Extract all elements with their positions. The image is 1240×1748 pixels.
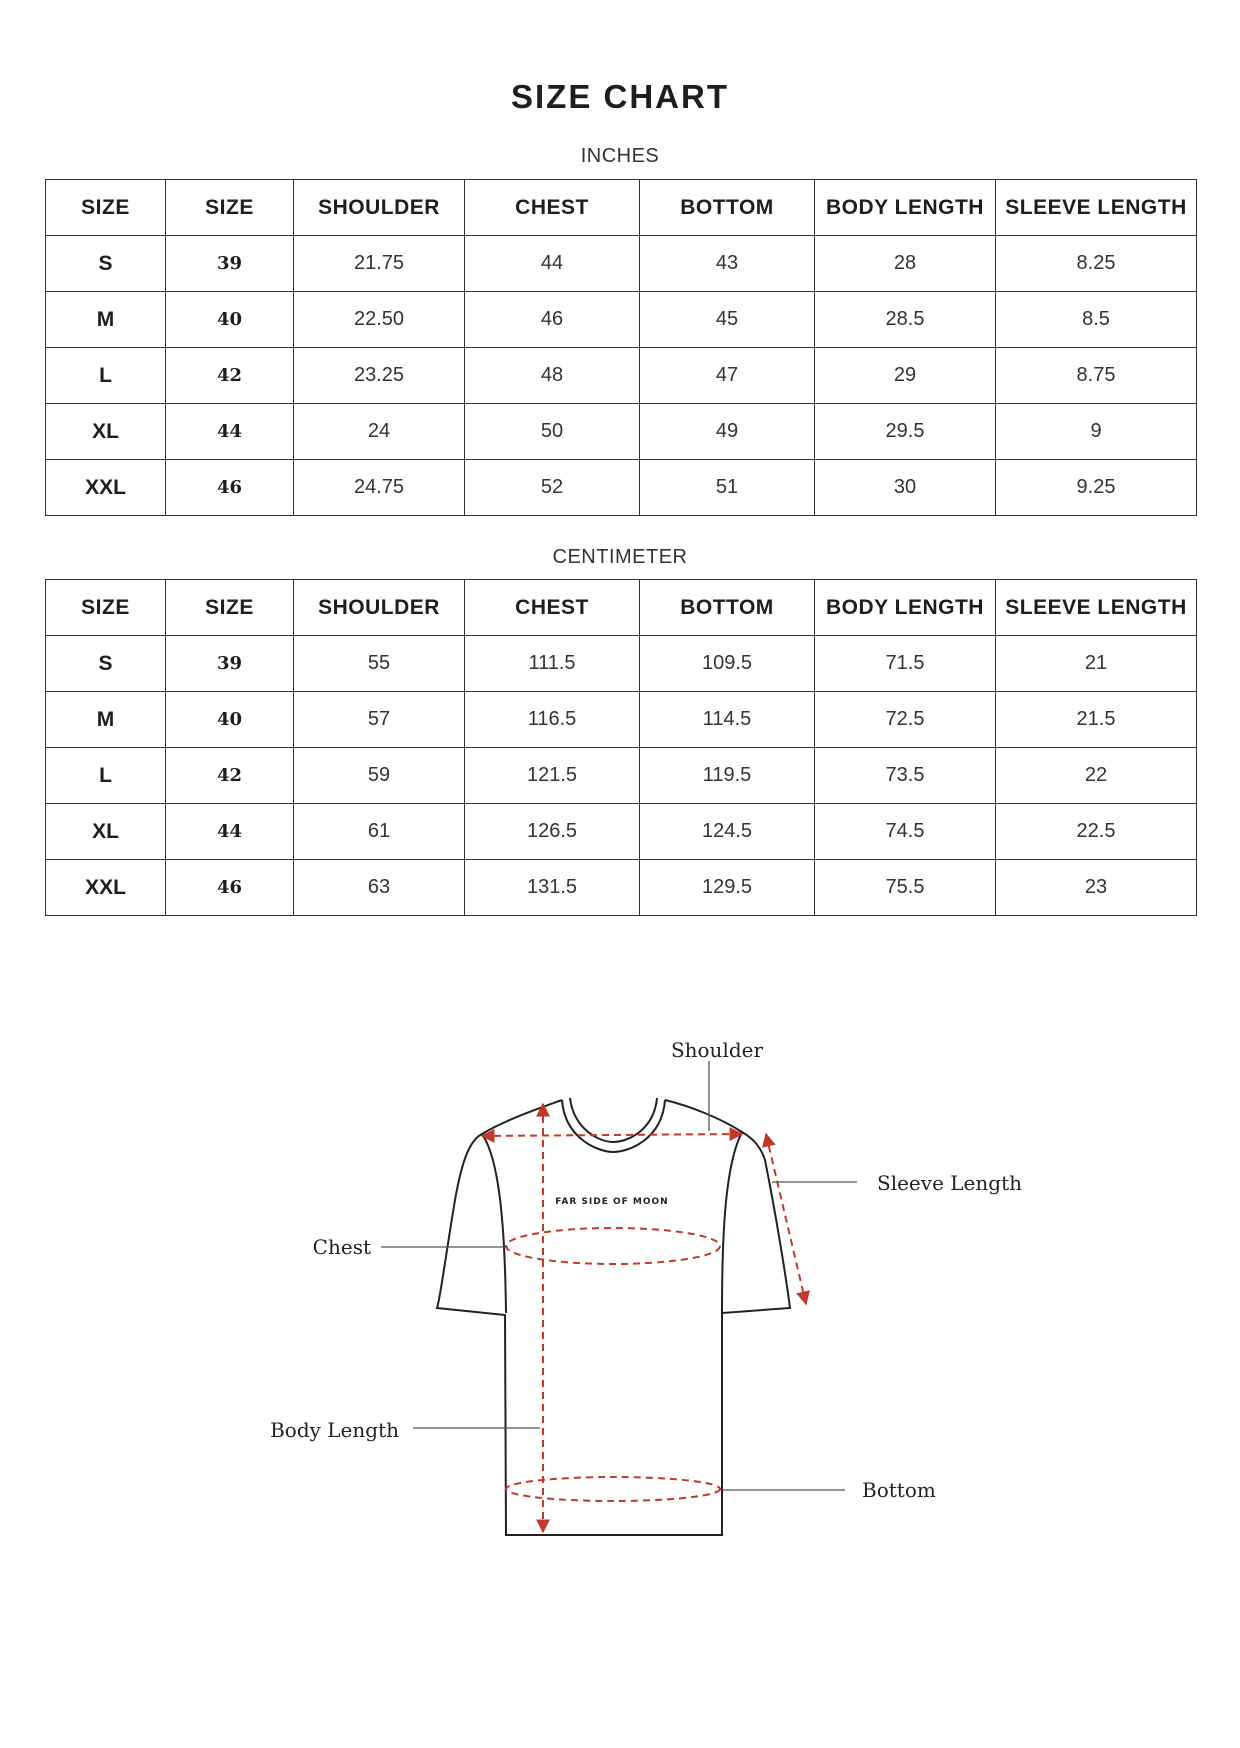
table-cell: 59 <box>294 748 465 804</box>
column-header: SHOULDER <box>294 180 465 236</box>
sleeve-length-label: Sleeve Length <box>877 1171 1022 1195</box>
page-title: SIZE CHART <box>511 78 729 115</box>
table-cell: 119.5 <box>640 748 815 804</box>
table-cell: 29.5 <box>815 404 996 460</box>
table-row <box>46 804 1197 860</box>
table-cell: 22 <box>996 748 1197 804</box>
column-header: SLEEVE LENGTH <box>996 580 1197 636</box>
table-cell: 44 <box>465 236 640 292</box>
body-length-label: Body Length <box>270 1418 399 1442</box>
table-cell: 47 <box>640 348 815 404</box>
table-row <box>46 404 1197 460</box>
column-header: BODY LENGTH <box>815 180 996 236</box>
table-cell: L <box>46 748 166 804</box>
table-cell: 51 <box>640 460 815 516</box>
table-cell: 8.75 <box>996 348 1197 404</box>
table-cell: 121.5 <box>465 748 640 804</box>
table-cell: 73.5 <box>815 748 996 804</box>
column-header: BOTTOM <box>640 580 815 636</box>
table-cell: 9.25 <box>996 460 1197 516</box>
column-header: CHEST <box>465 580 640 636</box>
column-header: SIZE <box>166 180 294 236</box>
table-cell: 39 <box>166 236 294 292</box>
table-cell: 129.5 <box>640 860 815 916</box>
table-cell: 23.25 <box>294 348 465 404</box>
table-cell: 126.5 <box>465 804 640 860</box>
table-cell: 116.5 <box>465 692 640 748</box>
table-cell: 61 <box>294 804 465 860</box>
shirt-logo: FAR SIDE OF MOON <box>555 1197 669 1207</box>
shoulder-measure-line <box>482 1134 742 1136</box>
table-row <box>46 692 1197 748</box>
table-cell: 23 <box>996 860 1197 916</box>
tshirt-illustration <box>0 1000 1240 1600</box>
table-cell: 29 <box>815 348 996 404</box>
table-cell: 21.75 <box>294 236 465 292</box>
centimeter-label: CENTIMETER <box>552 546 688 568</box>
chest-label: Chest <box>312 1235 371 1259</box>
table-cell: 46 <box>465 292 640 348</box>
measurement-diagram <box>0 1000 1240 1600</box>
table-row <box>46 636 1197 692</box>
inches-table <box>45 179 1197 516</box>
table-cell: 124.5 <box>640 804 815 860</box>
column-header: BOTTOM <box>640 180 815 236</box>
table-cell: 72.5 <box>815 692 996 748</box>
table-cell: 44 <box>166 404 294 460</box>
table-cell: 49 <box>640 404 815 460</box>
table-cell: 40 <box>166 692 294 748</box>
column-header: SLEEVE LENGTH <box>996 180 1197 236</box>
table-cell: 22.50 <box>294 292 465 348</box>
table-cell: 45 <box>640 292 815 348</box>
table-cell: M <box>46 292 166 348</box>
table-cell: XXL <box>46 460 166 516</box>
column-header: SIZE <box>46 580 166 636</box>
table-row <box>46 748 1197 804</box>
table-cell: 63 <box>294 860 465 916</box>
bottom-label: Bottom <box>862 1478 936 1502</box>
table-cell: L <box>46 348 166 404</box>
table-cell: 74.5 <box>815 804 996 860</box>
table-cell: 22.5 <box>996 804 1197 860</box>
inches-label: INCHES <box>580 145 660 167</box>
table-cell: 48 <box>465 348 640 404</box>
table-cell: 42 <box>166 348 294 404</box>
chest-measure-ellipse <box>506 1228 720 1264</box>
table-cell: 24.75 <box>294 460 465 516</box>
shoulder-label: Shoulder <box>670 1038 764 1062</box>
column-header: BODY LENGTH <box>815 580 996 636</box>
table-cell: 57 <box>294 692 465 748</box>
table-cell: 52 <box>465 460 640 516</box>
table-cell: 114.5 <box>640 692 815 748</box>
column-header: SIZE <box>166 580 294 636</box>
column-header: SIZE <box>46 180 166 236</box>
table-row <box>46 236 1197 292</box>
table-cell: 50 <box>465 404 640 460</box>
column-header: CHEST <box>465 180 640 236</box>
table-cell: 43 <box>640 236 815 292</box>
table-cell: 55 <box>294 636 465 692</box>
table-cell: 109.5 <box>640 636 815 692</box>
table-cell: 46 <box>166 460 294 516</box>
table-cell: 8.5 <box>996 292 1197 348</box>
table-cell: 71.5 <box>815 636 996 692</box>
tshirt-outline <box>437 1100 790 1535</box>
table-cell: 111.5 <box>465 636 640 692</box>
table-header-row <box>46 580 1197 636</box>
table-cell: S <box>46 636 166 692</box>
table-cell: 21 <box>996 636 1197 692</box>
table-cell: 44 <box>166 804 294 860</box>
table-cell: 39 <box>166 636 294 692</box>
table-header-row <box>46 180 1197 236</box>
table-cell: 8.25 <box>996 236 1197 292</box>
table-cell: 131.5 <box>465 860 640 916</box>
column-header: SHOULDER <box>294 580 465 636</box>
table-row <box>46 460 1197 516</box>
bottom-measure-ellipse <box>506 1477 720 1501</box>
table-cell: S <box>46 236 166 292</box>
table-row <box>46 860 1197 916</box>
table-row <box>46 348 1197 404</box>
table-cell: XL <box>46 404 166 460</box>
table-cell: 46 <box>166 860 294 916</box>
table-cell: 28.5 <box>815 292 996 348</box>
table-row <box>46 292 1197 348</box>
table-cell: 42 <box>166 748 294 804</box>
table-cell: 28 <box>815 236 996 292</box>
table-cell: 24 <box>294 404 465 460</box>
table-cell: 75.5 <box>815 860 996 916</box>
table-cell: 30 <box>815 460 996 516</box>
table-cell: 40 <box>166 292 294 348</box>
table-cell: 9 <box>996 404 1197 460</box>
table-cell: XXL <box>46 860 166 916</box>
table-cell: XL <box>46 804 166 860</box>
table-cell: M <box>46 692 166 748</box>
centimeter-table <box>45 579 1197 916</box>
table-cell: 21.5 <box>996 692 1197 748</box>
